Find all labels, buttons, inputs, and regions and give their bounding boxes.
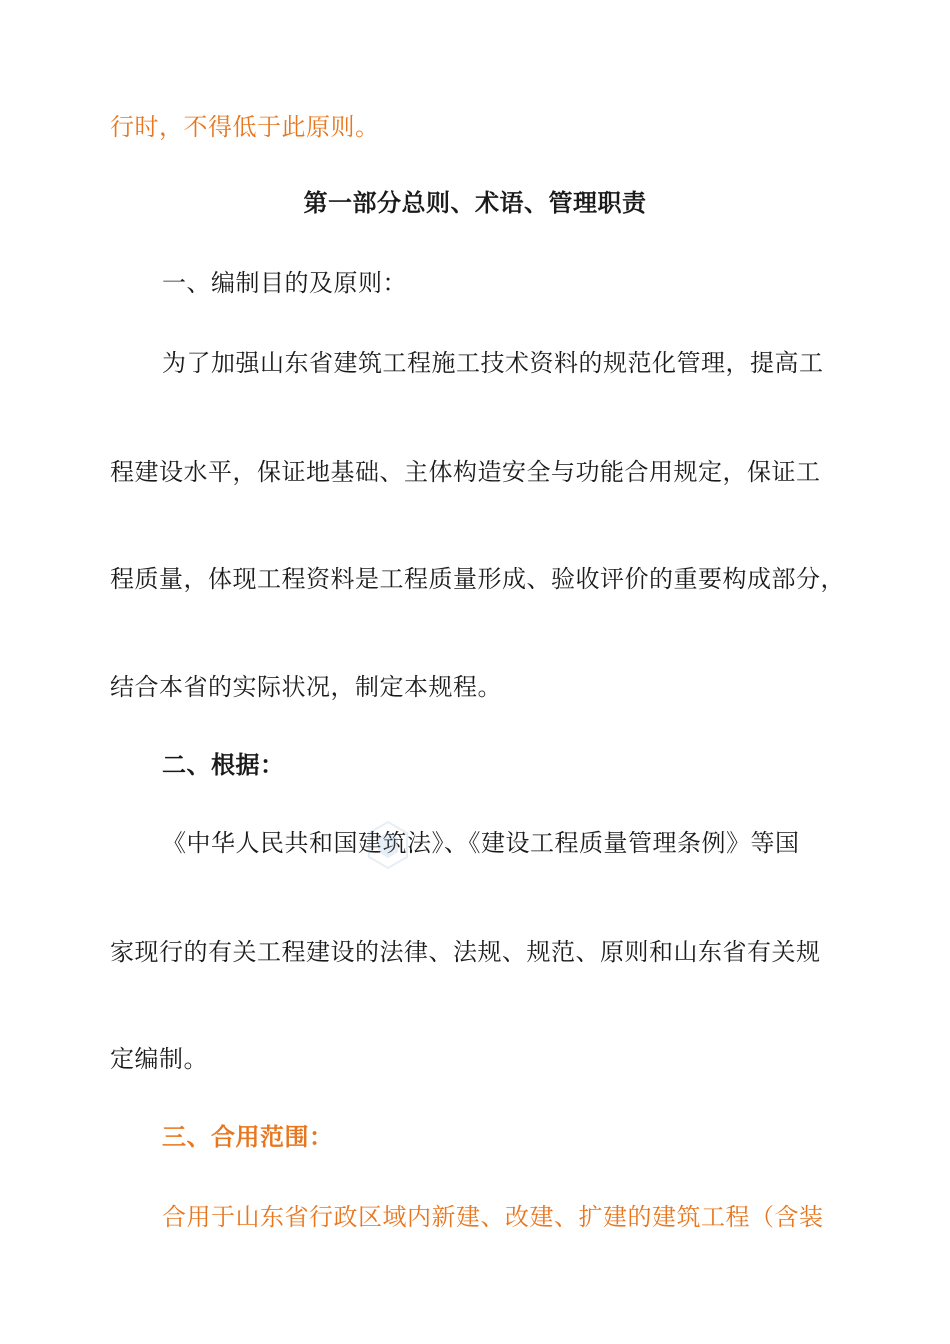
section-1-paragraph-line: 结合本省的实际状况，制定本规程。 bbox=[110, 673, 502, 701]
part-title: 第一部分总则、术语、管理职责 bbox=[303, 188, 647, 217]
section-1-paragraph-line: 程质量，体现工程资料是工程质量形成、验收评价的重要构成部分， bbox=[110, 565, 845, 593]
section-2-paragraph-line: 《中华人民共和国建筑法》、《建设工程质量管理条例》等国 bbox=[162, 829, 800, 857]
section-2-heading: 二、根据： bbox=[162, 750, 285, 779]
section-3-paragraph-line: 合用于山东省行政区域内新建、改建、扩建的建筑工程（含装 bbox=[162, 1203, 824, 1231]
section-2-paragraph-line: 家现行的有关工程建设的法律、法规、规范、原则和山东省有关规 bbox=[110, 938, 821, 966]
continuation-line: 行时，不得低于此原则。 bbox=[110, 113, 380, 141]
section-1-paragraph-line: 为了加强山东省建筑工程施工技术资料的规范化管理，提高工 bbox=[162, 349, 824, 377]
section-1-heading: 一、编制目的及原则： bbox=[162, 269, 407, 297]
section-3-heading: 三、合用范围： bbox=[162, 1122, 334, 1151]
faint-logo-icon bbox=[367, 820, 409, 870]
section-1-paragraph-line: 程建设水平，保证地基础、主体构造安全与功能合用规定，保证工 bbox=[110, 458, 821, 486]
section-2-paragraph-line: 定编制。 bbox=[110, 1045, 208, 1073]
